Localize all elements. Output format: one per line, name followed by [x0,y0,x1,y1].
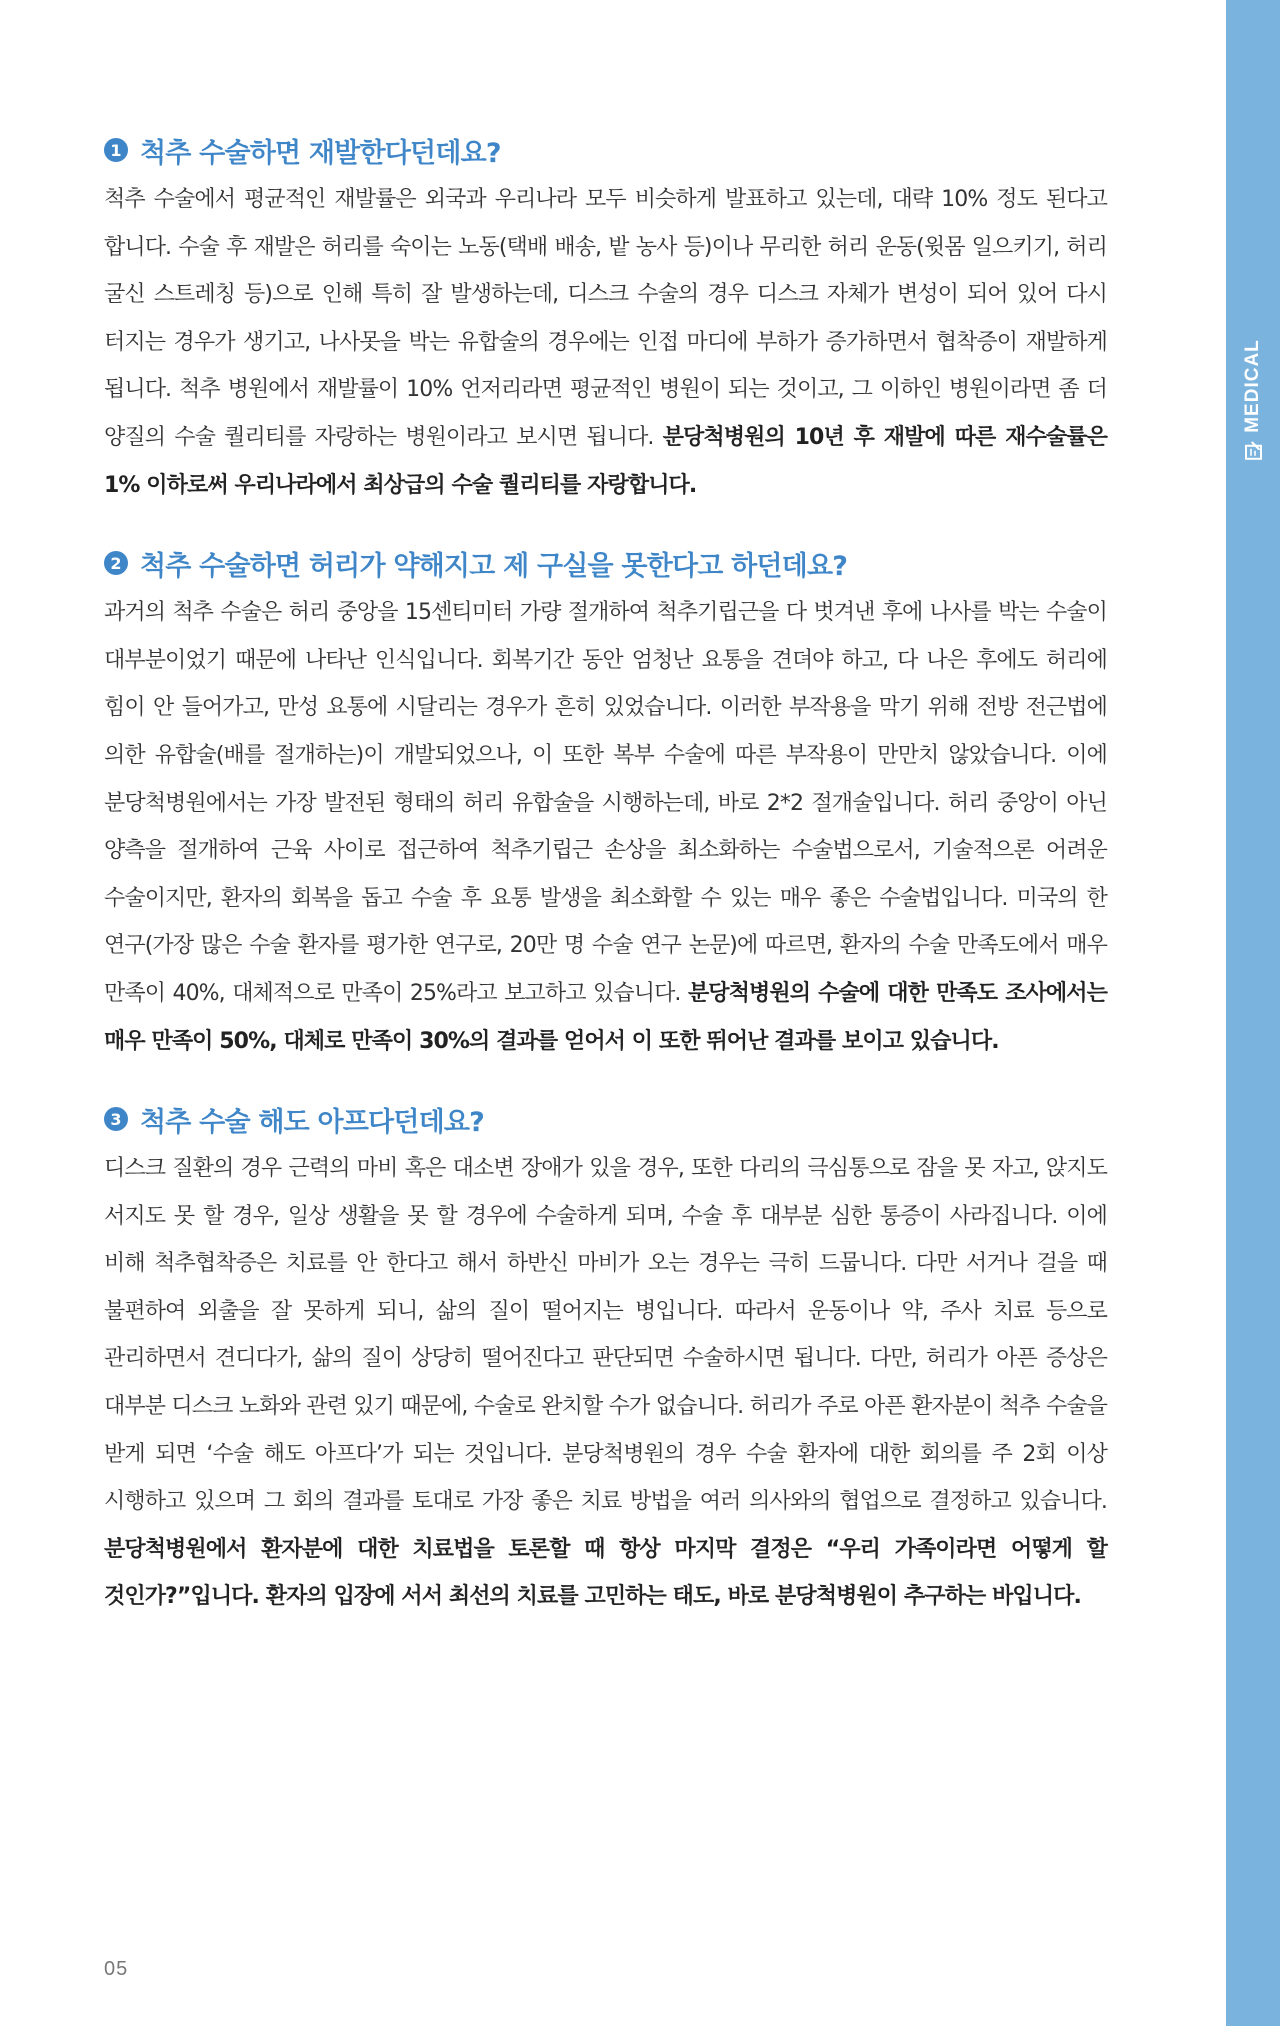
answer-text: 과거의 척추 수술은 허리 중앙을 15센티미터 가량 절개하여 척추기립근을 다 벗겨낸 후에 나사를 박는 수술이 대부분이었기 때문에 나타난 인식입니다. 회복기간 동안 엄청난 요통을 견뎌야 하고, 다 나은 후에도 허리에 힘이 안 들어가고, 만성 요통에 시달리는 경우가 흔히 있었습니다. 이러한 부작용을 막기 위해 전방 전근법에 의한 유합술(배를 절개하는)이 개발되었으나, 이 또한 복부 수술에 따른 부작용이 만만치 않았습니다. 이에 분당척병원에서는 가장 발전된 형태의 허리 유합술을 시행하는데, 바로 2*2 절개술입니다. 허리 중앙이 아닌 양측을 절개하여 근육 사이로 접근하여 척추기립근 손상을 최소화하는 수술법으로서, 기술적으론 어려운 수술이지만, 환자의 회복을 돕고 수술 후 요통 발생을 최소화할 수 있는 매우 좋은 수술법입니다. 미국의 한 연구(가장 많은 수술 환자를 평가한 연구로, 20만 명 수술 연구 논문)에 따르면, 환자의 수술 만족도에서 매우 만족이 40%, 대체적으로 만족이 25%라고 보고하고 있습니다. [104,600,1107,1006]
answer-paragraph [104,589,1107,1065]
question-text: 척추 수술하면 허리가 약해지고 제 구실을 못한다고 하던데요? [140,550,848,582]
article-body [104,128,1107,1653]
side-category-text: MEDICAL [1242,339,1263,433]
answer-text: 디스크 질환의 경우 근력의 마비 혹은 대소변 장애가 있을 경우, 또한 다리의 극심통으로 잠을 못 자고, 앉지도 서지도 못 할 경우, 일상 생활을 못 할 경우에 수술하게 되며, 수술 후 대부분 심한 통증이 사라집니다. 이에 비해 척추협착증은 치료를 안 한다고 해서 하반신 마비가 오는 경우는 극히 드뭅니다. 다만 서거나 걸을 때 불편하여 외출을 잘 못하게 되니, 삶의 질이 떨어지는 병입니다. 따라서 운동이나 약, 주사 치료 등으로 관리하면서 견디다가, 삶의 질이 상당히 떨어진다고 판단되면 수술하시면 됩니다. 다만, 허리가 아픈 증상은 대부분 디스크 노화와 관련 있기 때문에, 수술로 완치할 수가 없습니다. 허리가 주로 아픈 환자분이 척추 수술을 받게 되면 ‘수술 해도 아프다’가 되는 것입니다. 분당척병원의 경우 수술 환자에 대한 회의를 주 2회 이상 시행하고 있으며 그 회의 결과를 토대로 가장 좋은 치료 방법을 여러 의사와의 협업으로 결정하고 있습니다. [104,1156,1107,1515]
question-number-badge: 2 [104,551,128,575]
question-text: 척추 수술하면 재발한다던데요? [140,137,501,169]
side-category-label [1242,339,1264,461]
answer-emphasis: 분당척병원의 수술에 대한 만족도 조사에서는 매우 만족이 50%, 대체로 만족이 30%의 결과를 얻어서 이 또한 뛰어난 결과를 보이고 있습니다. [104,980,1107,1054]
question-number-badge: 3 [104,1107,128,1131]
question-heading [104,541,1107,585]
answer-emphasis: 분당척병원의 10년 후 재발에 따른 재수술률은 1% 이하로써 우리나라에서 최상급의 수술 퀄리티를 자랑합니다. [104,424,1107,498]
qa-section-recurrence [104,128,1107,509]
answer-text: 척추 수술에서 평균적인 재발률은 외국과 우리나라 모두 비슷하게 발표하고 있는데, 대략 10% 정도 된다고 합니다. 수술 후 재발은 허리를 숙이는 노동(택배 배송, 밭 농사 등)이나 무리한 허리 운동(윗몸 일으키기, 허리 굴신 스트레칭 등)으로 인해 특히 잘 발생하는데, 디스크 수술의 경우 디스크 자체가 변성이 되어 있어 다시 터지는 경우가 생기고, 나사못을 박는 유합술의 경우에는 인접 마디에 부하가 증가하면서 협착증이 재발하게 됩니다. 척추 병원에서 재발률이 10% 언저리라면 평균적인 병원이 되는 것이고, 그 이하인 병원이라면 좀 더 양질의 수술 퀄리티를 자랑하는 병원이라고 보시면 됩니다. [104,187,1107,450]
answer-paragraph [104,176,1107,509]
qa-section-still-painful [104,1097,1107,1621]
qa-section-weak-back [104,541,1107,1065]
question-heading [104,1097,1107,1141]
question-heading [104,128,1107,172]
side-category-tab [1226,0,1280,2026]
answer-paragraph [104,1145,1107,1621]
question-number-badge: 1 [104,138,128,162]
document-pencil-icon [1243,441,1263,461]
question-text: 척추 수술 해도 아프다던데요? [140,1106,485,1138]
answer-emphasis: 분당척병원에서 환자분에 대한 치료법을 토론할 때 항상 마지막 결정은 “우리 가족이라면 어떻게 할 것인가?”입니다. 환자의 입장에 서서 최선의 치료를 고민하는 태도, 바로 분당척병원이 추구하는 바입니다. [104,1536,1107,1610]
page-number: 05 [104,1958,129,1980]
